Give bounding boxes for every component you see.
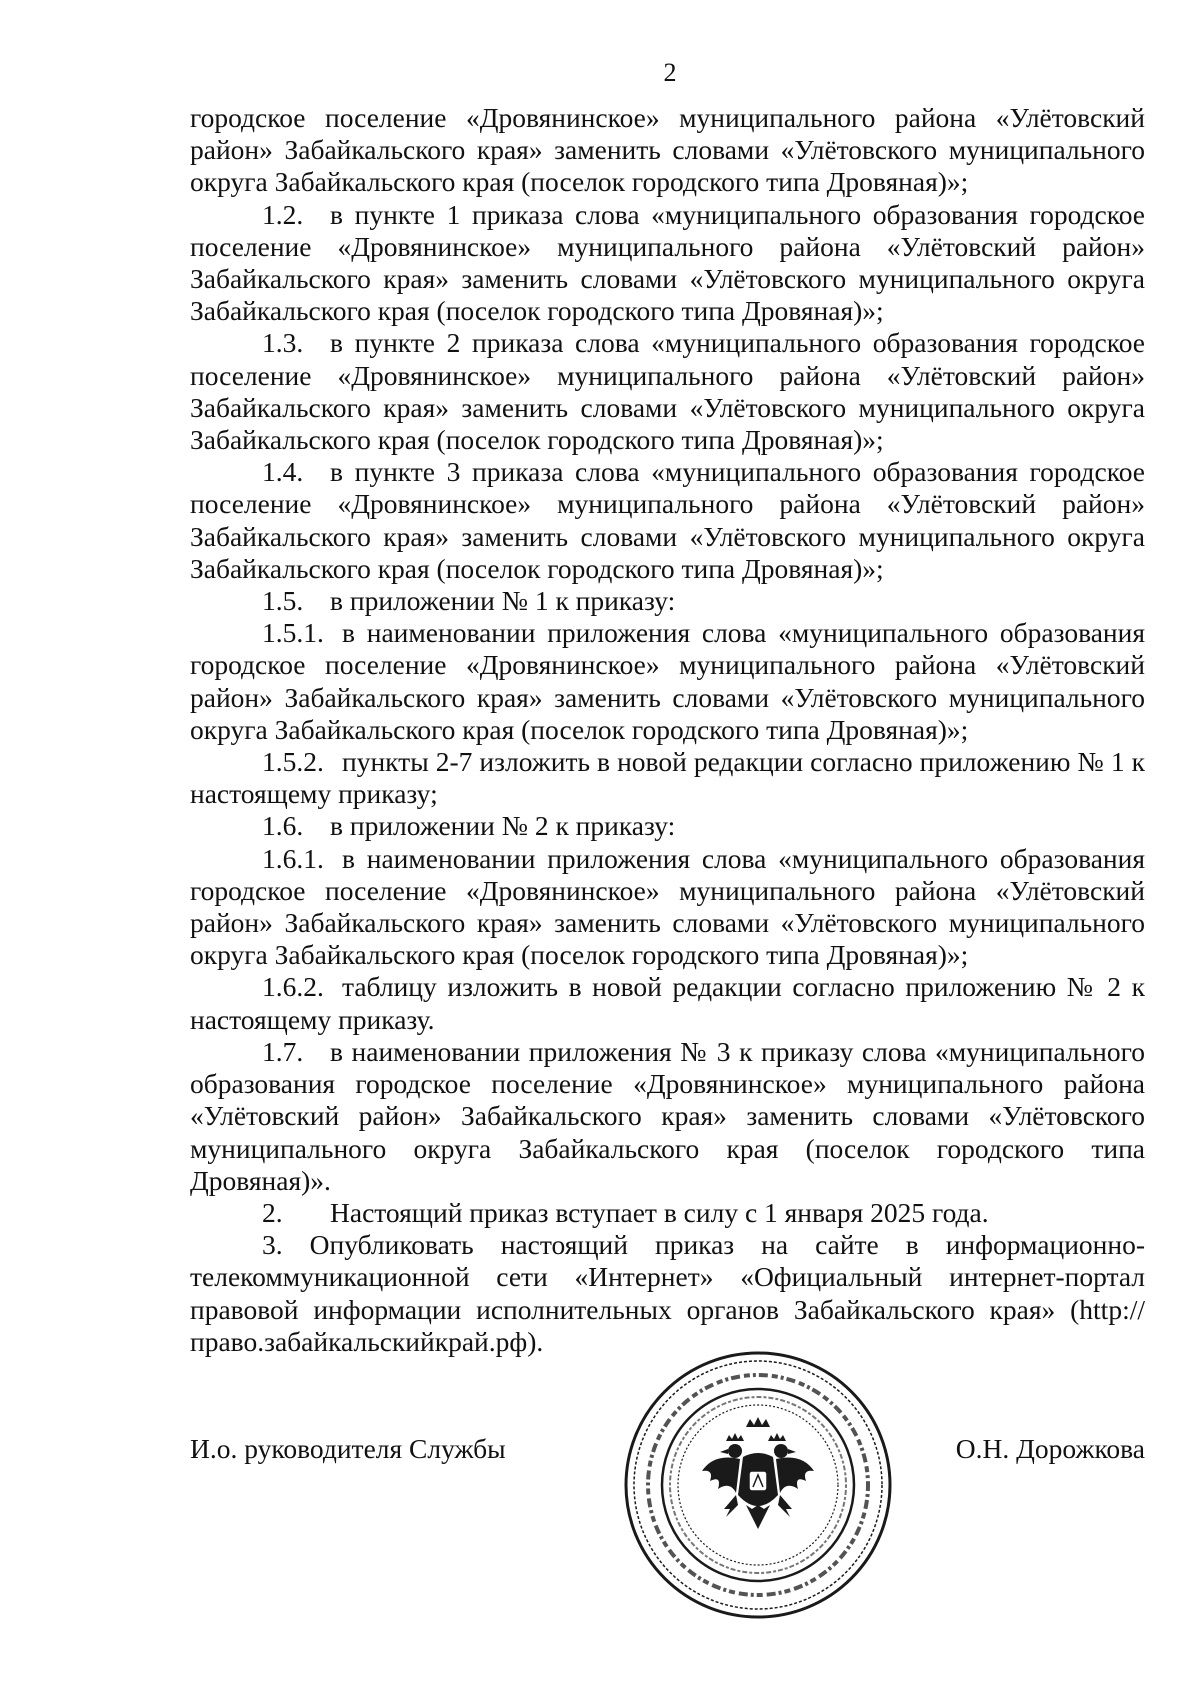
paragraph-1-5-2 bbox=[190, 746, 1145, 810]
paragraph-text: в пункте 3 приказа слова «муниципального образования городское поселение «Дровянинское» муниципального района «Улётовский район» Забайкальского края» заменить словами «Улётовского муниципального округа Забайкальского края (поселок городского типа Дровяная)»; bbox=[190, 456, 1145, 584]
signatory-title: И.о. руководителя Службы bbox=[190, 1433, 506, 1464]
paragraph-text: в наименовании приложения № 3 к приказу слова «муниципального образования городское поселение «Дровянинское» муниципального района «Улётовский район» Забайкальского края» заменить словами «Улётовского муниципального округа Забайкальского края (поселок городского типа Дровяная)». bbox=[190, 1035, 1145, 1196]
paragraph-2 bbox=[190, 1197, 1145, 1229]
paragraph-1-7 bbox=[190, 1036, 1145, 1197]
page-number: 2 bbox=[663, 58, 677, 87]
paragraph-text: в пункте 1 приказа слова «муниципального образования городское поселение «Дровянинское» муниципального района «Улётовский район» Забайкальского края» заменить словами «Улётовского муниципального округа Забайкальского края (поселок городского типа Дровяная)»; bbox=[190, 198, 1145, 327]
paragraph-number: 1.5.2. bbox=[262, 746, 324, 778]
signatory-name: О.Н. Дорожкова bbox=[955, 1433, 1145, 1464]
document-body bbox=[190, 102, 1145, 1358]
paragraph-1-6 bbox=[190, 810, 1145, 842]
paragraph-text: городское поселение «Дровянинское» муниципального района «Улётовский район» Забайкальского края» заменить словами «Улётовского муниципального округа Забайкальского края (поселок городского типа Дровяная)»; bbox=[190, 102, 1145, 198]
paragraph-number: 1.5.1. bbox=[262, 617, 324, 649]
paragraph-text: в приложении № 2 к приказу: bbox=[330, 810, 676, 842]
paragraph-1-6-1 bbox=[190, 843, 1145, 972]
paragraph-1-3 bbox=[190, 327, 1145, 456]
paragraph-number: 1.6.2. bbox=[262, 971, 324, 1003]
paragraph-text: пункты 2-7 изложить в новой редакции согласно приложению № 1 к настоящему приказу; bbox=[190, 746, 1145, 810]
paragraph-text: в приложении № 1 к приказу: bbox=[330, 585, 676, 617]
paragraph-text: Настоящий приказ вступает в силу с 1 января 2025 года. bbox=[330, 1196, 989, 1228]
paragraph-1-2 bbox=[190, 199, 1145, 328]
paragraph-number: 1.2. bbox=[262, 198, 304, 230]
paragraph-text: таблицу изложить в новой редакции согласно приложению № 2 к настоящему приказу. bbox=[190, 971, 1145, 1035]
paragraph-text: в пункте 2 приказа слова «муниципального образования городское поселение «Дровянинское» муниципального района «Улётовский район» Забайкальского края» заменить словами «Улётовского муниципального округа Забайкальского края (поселок городского типа Дровяная)»; bbox=[190, 327, 1145, 456]
paragraph-text: в наименовании приложения слова «муниципального образования городское поселение «Дровянинское» муниципального района «Улётовский район» Забайкальского края» заменить словами «Улётовского муниципального округа Забайкальского края (поселок городского типа Дровяная)»; bbox=[190, 617, 1145, 745]
paragraph-number: 3. bbox=[262, 1229, 283, 1261]
paragraph-number: 1.4. bbox=[262, 456, 304, 488]
official-seal-stamp bbox=[618, 1345, 898, 1625]
paragraph-continuation bbox=[190, 102, 1145, 199]
paragraph-text: Опубликовать настоящий приказ на сайте в информационно-телекоммуникационной сети «Интернет» «Официальный интернет-портал правовой информации исполнительных органов Забайкальского края» (http://право.забайкальскийкрай.рф). bbox=[190, 1229, 1145, 1357]
paragraph-1-4 bbox=[190, 456, 1145, 585]
paragraph-number: 1.5. bbox=[262, 585, 304, 617]
paragraph-1-5 bbox=[190, 585, 1145, 617]
paragraph-number: 1.6. bbox=[262, 810, 304, 842]
paragraph-number: 1.7. bbox=[262, 1035, 304, 1067]
paragraph-text: в наименовании приложения слова «муниципального образования городское поселение «Дровянинское» муниципального района «Улётовский район» Забайкальского края» заменить словами «Улётовского муниципального округа Забайкальского края (поселок городского типа Дровяная)»; bbox=[190, 842, 1145, 971]
paragraph-number: 2. bbox=[262, 1196, 283, 1228]
paragraph-number: 1.6.1. bbox=[262, 842, 324, 874]
paragraph-1-5-1 bbox=[190, 617, 1145, 746]
paragraph-3 bbox=[190, 1229, 1145, 1358]
paragraph-number: 1.3. bbox=[262, 327, 304, 359]
paragraph-1-6-2 bbox=[190, 971, 1145, 1035]
